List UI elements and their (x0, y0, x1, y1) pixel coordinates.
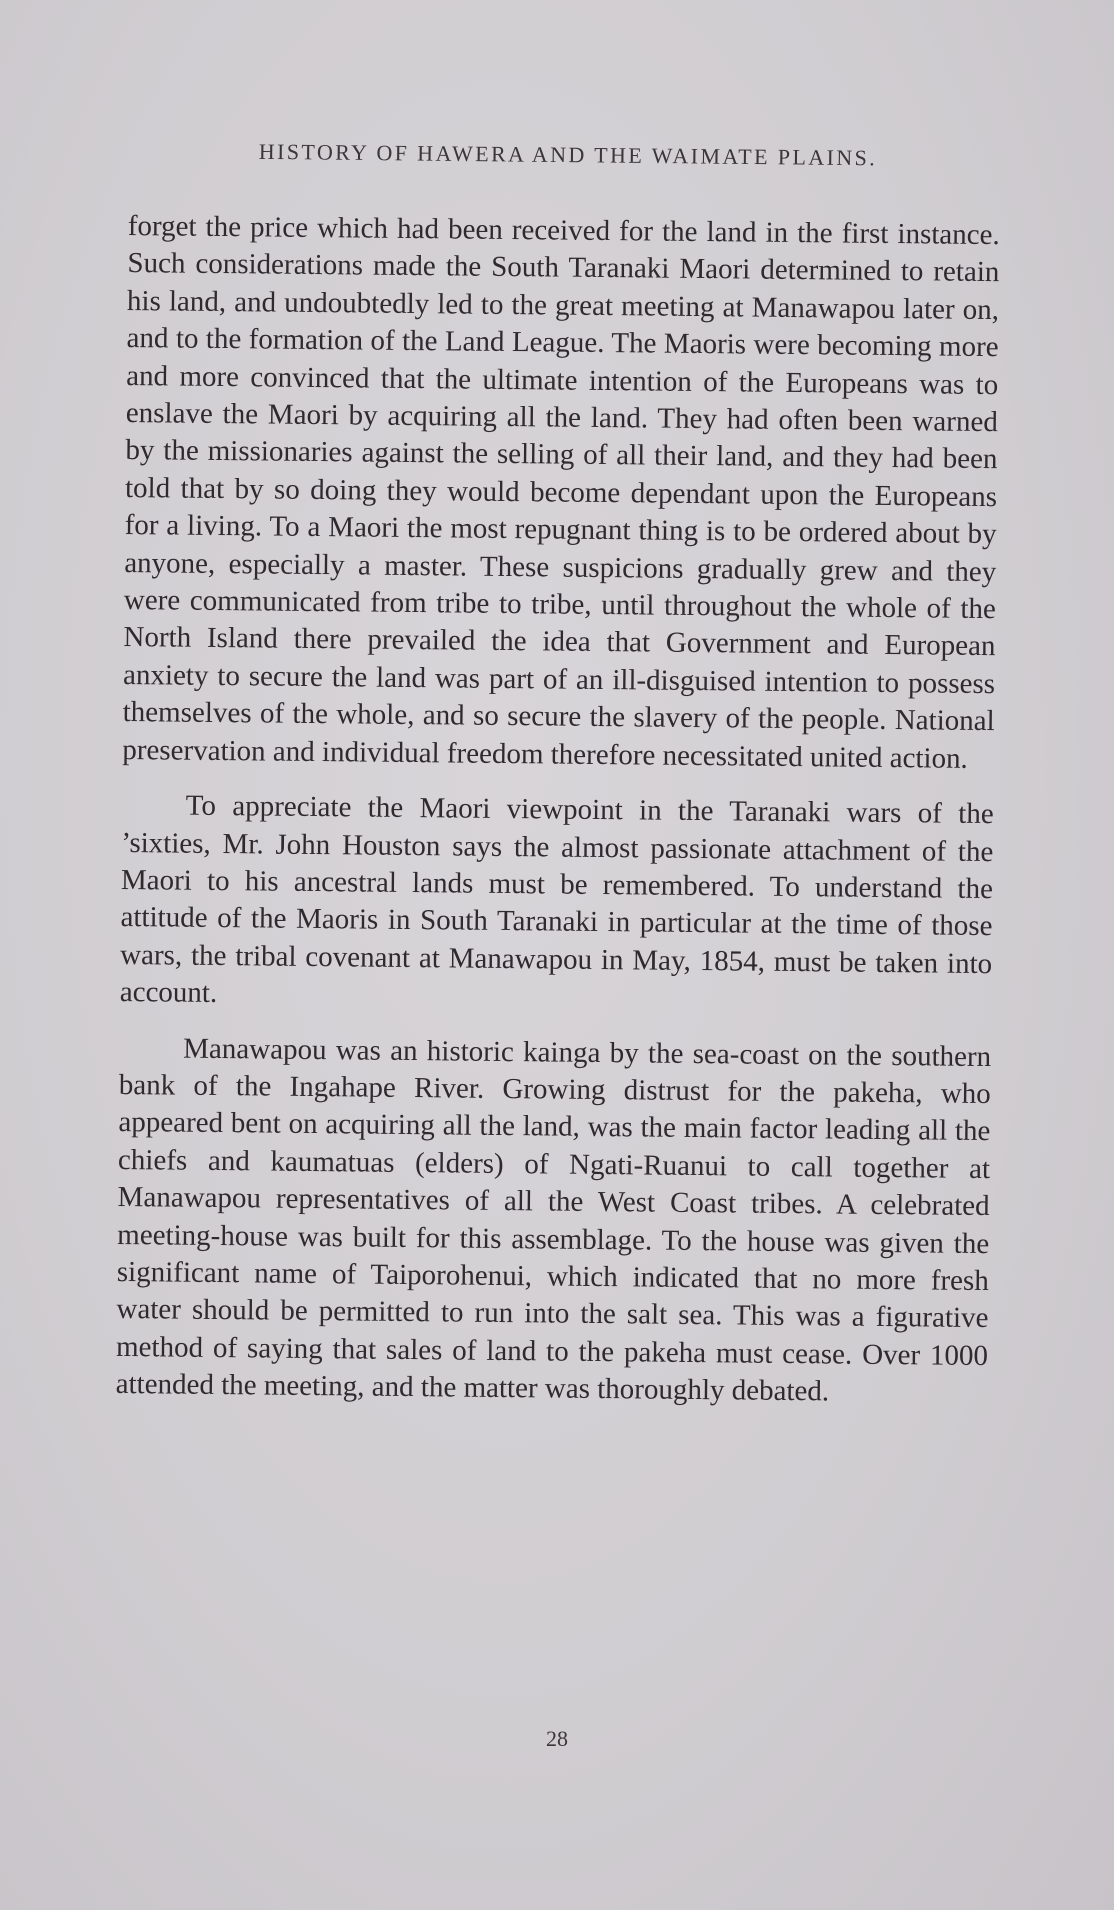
paragraph-houston: To appreciate the Maori viewpoint in the Taranaki wars of the ’sixties, Mr. John Houston says the almost passionate attachment of the Maori to his ancestral lands must be remembered. To understand the attitude of the Maoris in South Taranaki in particular at the time of those wars, the tribal covenant at Manawapou in May, 1854, must be taken into account. (119, 789, 994, 1010)
body-text (115, 208, 999, 1413)
page-number: 28 (546, 1726, 568, 1751)
paragraph-manawapou: Manawapou was an historic kainga by the sea-coast on the southern bank of the Ingahape River. Growing distrust for the pakeha, who appeared bent on acquiring all the land, was the main factor leading all the chiefs and kaumatuas (elders) of Ngati-Ruanui to call together at Manawapou representatives of all the West Coast tribes. A celebrated meeting-house was built for this assemblage. To the house was given the significant name of Taiporohenui, which indicated that no more fresh water should be permitted to run into the salt sea. This was a figurative method of saying that sales of land to the pakeha must cease. Over 1000 attended the meeting, and the matter was thoroughly debated. (115, 1032, 992, 1408)
paragraph-continuation: forget the price which had been received for the land in the first instance. Such considerations made the South Taranaki Maori determined to retain his land, and undoubtedly led to the great meeting at Manawapou later on, and to the formation of the Land League. The Maoris were becoming more and more convinced that the ultimate intention of the Europeans was to enslave the Maori by acquiring all the land. They had often been warned by the missionaries against the selling of all their land, and they had been told that by so doing they would become dependant upon the Europeans for a living. To a Maori the most repugnant thing is to be ordered about by anyone, especially a master. These suspicions gradually grew and they were communicated from tribe to tribe, until throughout the whole of the North Island there prevailed the idea that Government and European anxiety to secure the land was part of an ill-disguised intention to possess themselves of the whole, and so secure the slavery of the people. National preservation and individual freedom therefore necessitated united action. (122, 209, 1000, 775)
running-head: HISTORY OF HAWERA AND THE WAIMATE PLAINS. (258, 138, 878, 171)
